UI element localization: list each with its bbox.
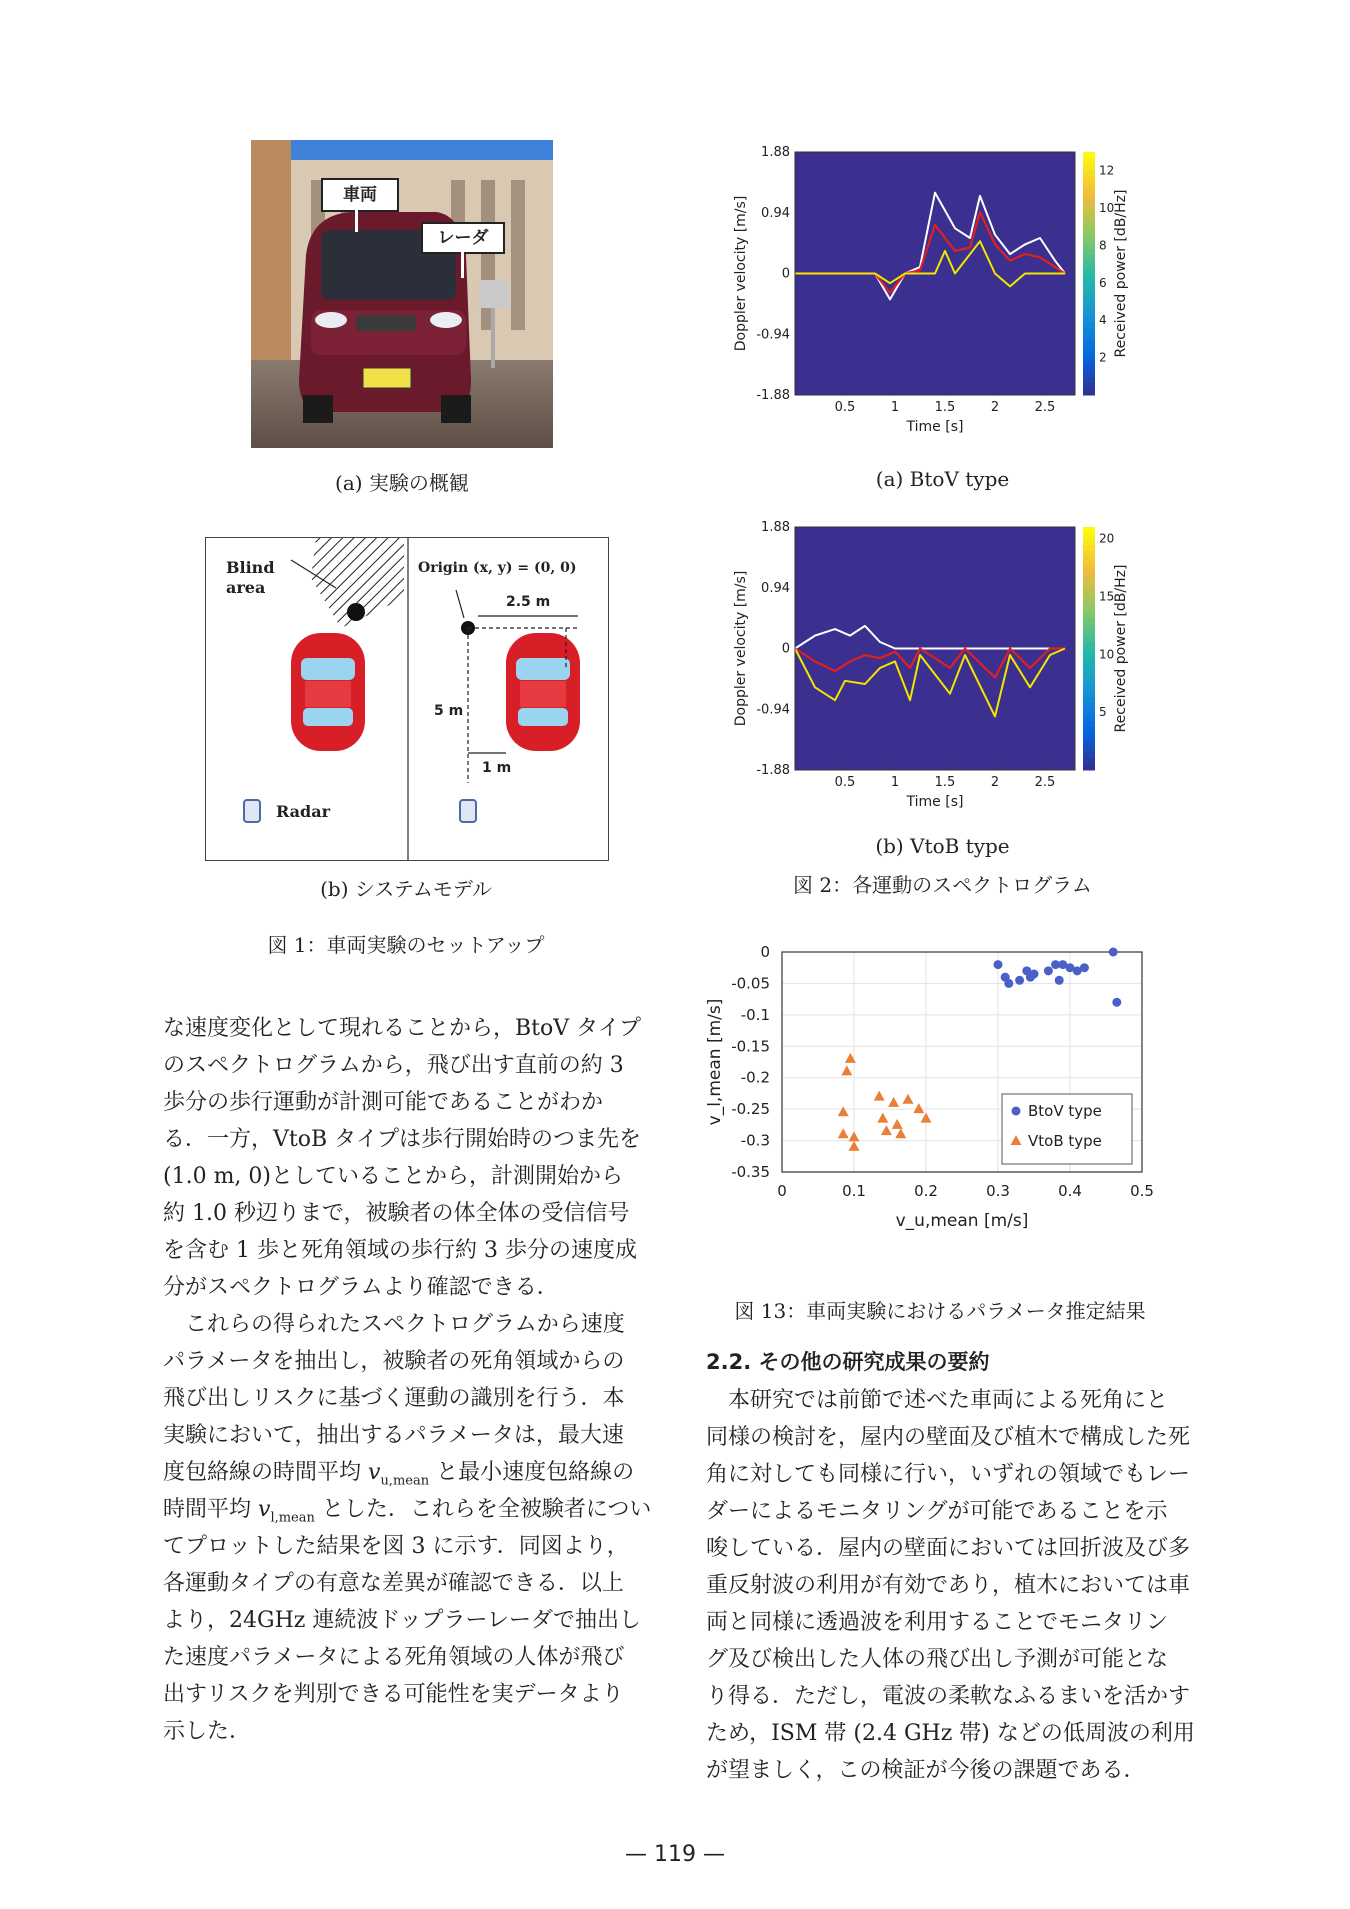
colorbar-segment (1083, 267, 1095, 274)
colorbar-segment (1083, 636, 1095, 643)
y-axis-label: v_l,mean [m/s] (705, 998, 725, 1126)
x-axis-label: v_u,mean [m/s] (895, 1211, 1029, 1231)
left-column-text: な速度変化として現れることから，BtoV タイプ のスペクトログラムから，飛び出す直前の約 3 歩分の歩行運動が計測可能であることがわか る．一方，VtoB タイプは歩行開始時のつま先を (1.0 m, 0)としていることから，計測開始から 約 1.0 秒辺りまで，被験者の体全体の受信信号 を含む 1 歩と死角領域の歩行約 3 歩分の速度成 分がスペクトログラムより確認できる． これらの得られたスペクトログラムから速度 パラメータを抽出し，被験者の死角領域からの 飛び出しリスクに基づく運動の識別を行う．本 実験において，抽出するパラメータは，最大速 度包絡線の時間平均 $v_{u,mean}$ と最小速度包絡線の 時間平均 $v_{l,mean}$ とした．これらを全被験者につい てプロットした結果を図 3 に示す．同図より， 各運動タイプの有意な差異が確認できる．以上 より，24GHz 連続波ドップラーレーダで抽出し た速度パラメータによる死角領域の人体が飛び 出すリスクを判別できる可能性を実データより 示した． (163, 1016, 652, 1744)
dist-5m-label: 5 m (434, 703, 464, 719)
colorbar-segment (1083, 570, 1095, 577)
point-VtoB-type (913, 1103, 924, 1113)
colorbar-segment (1083, 249, 1095, 256)
x-tick-label: 1.5 (934, 775, 956, 790)
colorbar-segment (1083, 243, 1095, 250)
colorbar-segment (1083, 255, 1095, 262)
colorbar-segment (1083, 298, 1095, 305)
point-BtoV-type (1015, 976, 1024, 985)
fig1-caption: 図 1：車両実験のセットアップ (267, 933, 545, 957)
point-VtoB-type (838, 1106, 849, 1116)
legend-marker (1012, 1107, 1021, 1116)
colorbar-segment (1083, 557, 1095, 564)
colorbar-segment (1083, 703, 1095, 710)
y-tick-label: 0 (781, 641, 790, 657)
y-tick-label: 0 (781, 266, 790, 282)
colorbar-segment (1083, 292, 1095, 299)
car-right (506, 633, 580, 751)
x-tick-label: 0.5 (1130, 1182, 1154, 1200)
colorbar-segment (1083, 365, 1095, 372)
fig2b-caption: (b) VtoB type (875, 834, 1010, 858)
y-tick-label: -0.94 (756, 327, 790, 343)
point-VtoB-type (838, 1128, 849, 1138)
colorbar-segment (1083, 213, 1095, 220)
colorbar-segment (1083, 746, 1095, 753)
fig13-caption: 図 13：車両実験におけるパラメータ推定結果 (734, 1299, 1146, 1323)
y-tick-label: -0.94 (756, 702, 790, 718)
fig2b-spectrogram (725, 515, 1160, 830)
colorbar-segment (1083, 274, 1095, 281)
colorbar-segment (1083, 152, 1095, 159)
colorbar-tick-label: 8 (1099, 238, 1107, 253)
point-VtoB-type (888, 1097, 899, 1107)
point-BtoV-type (1030, 970, 1039, 979)
fig2a-caption: (a) BtoV type (875, 467, 1010, 491)
y-tick-label: 0.94 (761, 205, 790, 221)
legend-label: BtoV type (1028, 1102, 1102, 1120)
legend-label: VtoB type (1028, 1132, 1102, 1150)
car-left (291, 633, 365, 751)
colorbar-segment (1083, 606, 1095, 613)
colorbar-segment (1083, 352, 1095, 359)
colorbar-tick-label: 10 (1099, 647, 1115, 662)
colorbar-segment (1083, 377, 1095, 384)
photo-label-radar: レーダ (421, 222, 505, 254)
colorbar-segment (1083, 310, 1095, 317)
fig1b-caption: (b) システムモデル (320, 877, 492, 901)
colorbar-tick-label: 5 (1099, 705, 1107, 720)
y-tick-label: 1.88 (761, 520, 790, 535)
y-tick-label: -0.3 (740, 1131, 770, 1150)
x-tick-label: 2 (990, 400, 1000, 415)
colorbar-segment (1083, 630, 1095, 637)
colorbar-tick-label: 12 (1099, 163, 1115, 178)
colorbar-segment (1083, 545, 1095, 552)
colorbar-segment (1083, 286, 1095, 293)
colorbar-segment (1083, 316, 1095, 323)
colorbar-segment (1083, 588, 1095, 595)
point-BtoV-type (1112, 998, 1121, 1007)
x-tick-label: 0 (777, 1182, 787, 1200)
fig2a-spectrogram (725, 140, 1160, 455)
colorbar-segment (1083, 201, 1095, 208)
colorbar-segment (1083, 188, 1095, 195)
point-VtoB-type (849, 1131, 860, 1141)
y-tick-label: 0 (760, 943, 770, 961)
point-VtoB-type (874, 1091, 885, 1101)
colorbar-segment (1083, 649, 1095, 656)
x-tick-label: 0.4 (1058, 1182, 1082, 1200)
y-tick-label: -0.1 (740, 1005, 770, 1024)
fig1a-caption: (a) 実験の概観 (335, 471, 469, 495)
colorbar-segment (1083, 231, 1095, 238)
colorbar-segment (1083, 764, 1095, 771)
colorbar-segment (1083, 334, 1095, 341)
colorbar-label: Received power [dB/Hz] (1113, 189, 1129, 358)
x-axis-label: Time [s] (906, 794, 964, 810)
colorbar-segment (1083, 261, 1095, 268)
colorbar-segment (1083, 721, 1095, 728)
point-BtoV-type (1080, 963, 1089, 972)
fig2-caption: 図 2：各運動のスペクトログラム (793, 873, 1092, 897)
colorbar-segment (1083, 207, 1095, 214)
point-VtoB-type (877, 1113, 888, 1123)
colorbar-segment (1083, 582, 1095, 589)
x-tick-label: 1 (890, 400, 900, 415)
point-VtoB-type (895, 1128, 906, 1138)
colorbar-segment (1083, 679, 1095, 686)
x-tick-label: 2 (990, 775, 1000, 790)
colorbar-segment (1083, 164, 1095, 171)
colorbar-segment (1083, 642, 1095, 649)
y-tick-label: 0.94 (761, 580, 790, 596)
colorbar-segment (1083, 551, 1095, 558)
x-tick-label: 2.5 (1034, 400, 1056, 415)
colorbar-segment (1083, 594, 1095, 601)
y-tick-label: -0.15 (731, 1037, 770, 1056)
colorbar-segment (1083, 715, 1095, 722)
colorbar-segment (1083, 727, 1095, 734)
colorbar-segment (1083, 383, 1095, 390)
point-VtoB-type (849, 1141, 860, 1151)
x-axis-label: Time [s] (906, 419, 964, 435)
y-tick-label: -0.05 (731, 974, 770, 993)
colorbar-segment (1083, 219, 1095, 226)
y-tick-label: -0.25 (731, 1100, 770, 1119)
colorbar-segment (1083, 346, 1095, 353)
colorbar-segment (1083, 237, 1095, 244)
colorbar-segment (1083, 752, 1095, 759)
colorbar-segment (1083, 655, 1095, 662)
arrow-down-icon (461, 252, 464, 278)
origin-label: Origin (x, y) = (0, 0) (418, 560, 577, 576)
colorbar-segment (1083, 624, 1095, 631)
point-BtoV-type (994, 960, 1003, 969)
x-tick-label: 0.2 (914, 1182, 938, 1200)
point-VtoB-type (841, 1065, 852, 1075)
point-BtoV-type (1109, 948, 1118, 957)
y-axis-label: Doppler velocity [m/s] (733, 570, 749, 727)
colorbar-segment (1083, 612, 1095, 619)
colorbar-segment (1083, 691, 1095, 698)
colorbar-segment (1083, 667, 1095, 674)
colorbar-segment (1083, 359, 1095, 366)
point-BtoV-type (1055, 976, 1064, 985)
colorbar-segment (1083, 685, 1095, 692)
y-tick-label: -1.88 (756, 763, 790, 778)
fig1a-photo (251, 140, 553, 448)
point-VtoB-type (921, 1113, 932, 1123)
x-tick-label: 2.5 (1034, 775, 1056, 790)
fig1b-system-model (205, 537, 609, 861)
y-tick-label: -0.2 (740, 1068, 770, 1087)
page-number: — 119 — (625, 1842, 725, 1867)
point-VtoB-type (903, 1094, 914, 1104)
photo-label-vehicle: 車両 (321, 178, 399, 212)
colorbar-segment (1083, 576, 1095, 583)
colorbar-segment (1083, 563, 1095, 570)
colorbar-segment (1083, 340, 1095, 347)
x-tick-label: 0.1 (842, 1182, 866, 1200)
colorbar-segment (1083, 661, 1095, 668)
colorbar-segment (1083, 170, 1095, 177)
colorbar-tick-label: 4 (1099, 313, 1107, 328)
photo-illustration (251, 140, 553, 448)
colorbar-segment (1083, 195, 1095, 202)
dist-2.5m-label: 2.5 m (506, 594, 551, 610)
point-VtoB-type (892, 1119, 903, 1129)
colorbar-segment (1083, 539, 1095, 546)
radar-label: Radar (276, 802, 331, 821)
colorbar-segment (1083, 758, 1095, 765)
arrow-down-icon (355, 210, 358, 232)
colorbar-segment (1083, 304, 1095, 311)
y-tick-label: -0.35 (731, 1163, 770, 1181)
colorbar-tick-label: 6 (1099, 275, 1107, 290)
x-tick-label: 0.5 (834, 400, 856, 415)
colorbar-tick-label: 20 (1099, 531, 1115, 546)
colorbar-tick-label: 2 (1099, 350, 1107, 365)
colorbar-segment (1083, 322, 1095, 329)
y-axis-label: Doppler velocity [m/s] (733, 195, 749, 352)
point-VtoB-type (881, 1125, 892, 1135)
blind-area-label: Blind area (226, 558, 275, 597)
point-BtoV-type (1044, 966, 1053, 975)
fig13-scatter (700, 940, 1180, 1265)
x-tick-label: 1.5 (934, 400, 956, 415)
y-tick-label: 1.88 (761, 145, 790, 160)
colorbar-segment (1083, 533, 1095, 540)
x-tick-label: 1 (890, 775, 900, 790)
colorbar-label: Received power [dB/Hz] (1113, 564, 1129, 733)
colorbar-segment (1083, 182, 1095, 189)
colorbar-segment (1083, 527, 1095, 534)
section-heading: 2.2. その他の研究成果の要約 (706, 1350, 990, 1374)
colorbar-segment (1083, 176, 1095, 183)
colorbar-segment (1083, 740, 1095, 747)
colorbar-segment (1083, 709, 1095, 716)
colorbar-segment (1083, 697, 1095, 704)
colorbar-segment (1083, 389, 1095, 396)
y-tick-label: -1.88 (756, 388, 790, 403)
point-BtoV-type (1004, 979, 1013, 988)
colorbar-segment (1083, 328, 1095, 335)
colorbar-tick-label: 15 (1099, 589, 1115, 604)
colorbar-tick-label: 10 (1099, 201, 1115, 216)
colorbar-segment (1083, 158, 1095, 165)
colorbar-segment (1083, 371, 1095, 378)
dist-1m-label: 1 m (482, 760, 512, 776)
colorbar-segment (1083, 673, 1095, 680)
colorbar-segment (1083, 225, 1095, 232)
x-tick-label: 0.5 (834, 775, 856, 790)
right-column-text: 本研究では前節で述べた車両による死角にと 同様の検討を，屋内の壁面及び植木で構成した死 角に対しても同様に行い，いずれの領域でもレー ダーによるモニタリングが可能であることを示 唆している．屋内の壁面においては回折波及び多 重反射波の利用が有効であり，植木においては車 両と同様に透過波を利用することでモニタリン グ及び検出した人体の飛び出し予測が可能とな り得る．ただし，電波の柔軟なふるまいを活かす ため，ISM 帯 (2.4 GHz 帯) などの低周波の利用 が望ましく，この検証が今後の課題である． (706, 1388, 1195, 1783)
x-tick-label: 0.3 (986, 1182, 1010, 1200)
colorbar-segment (1083, 280, 1095, 287)
colorbar-segment (1083, 618, 1095, 625)
colorbar-segment (1083, 734, 1095, 741)
colorbar-segment (1083, 600, 1095, 607)
